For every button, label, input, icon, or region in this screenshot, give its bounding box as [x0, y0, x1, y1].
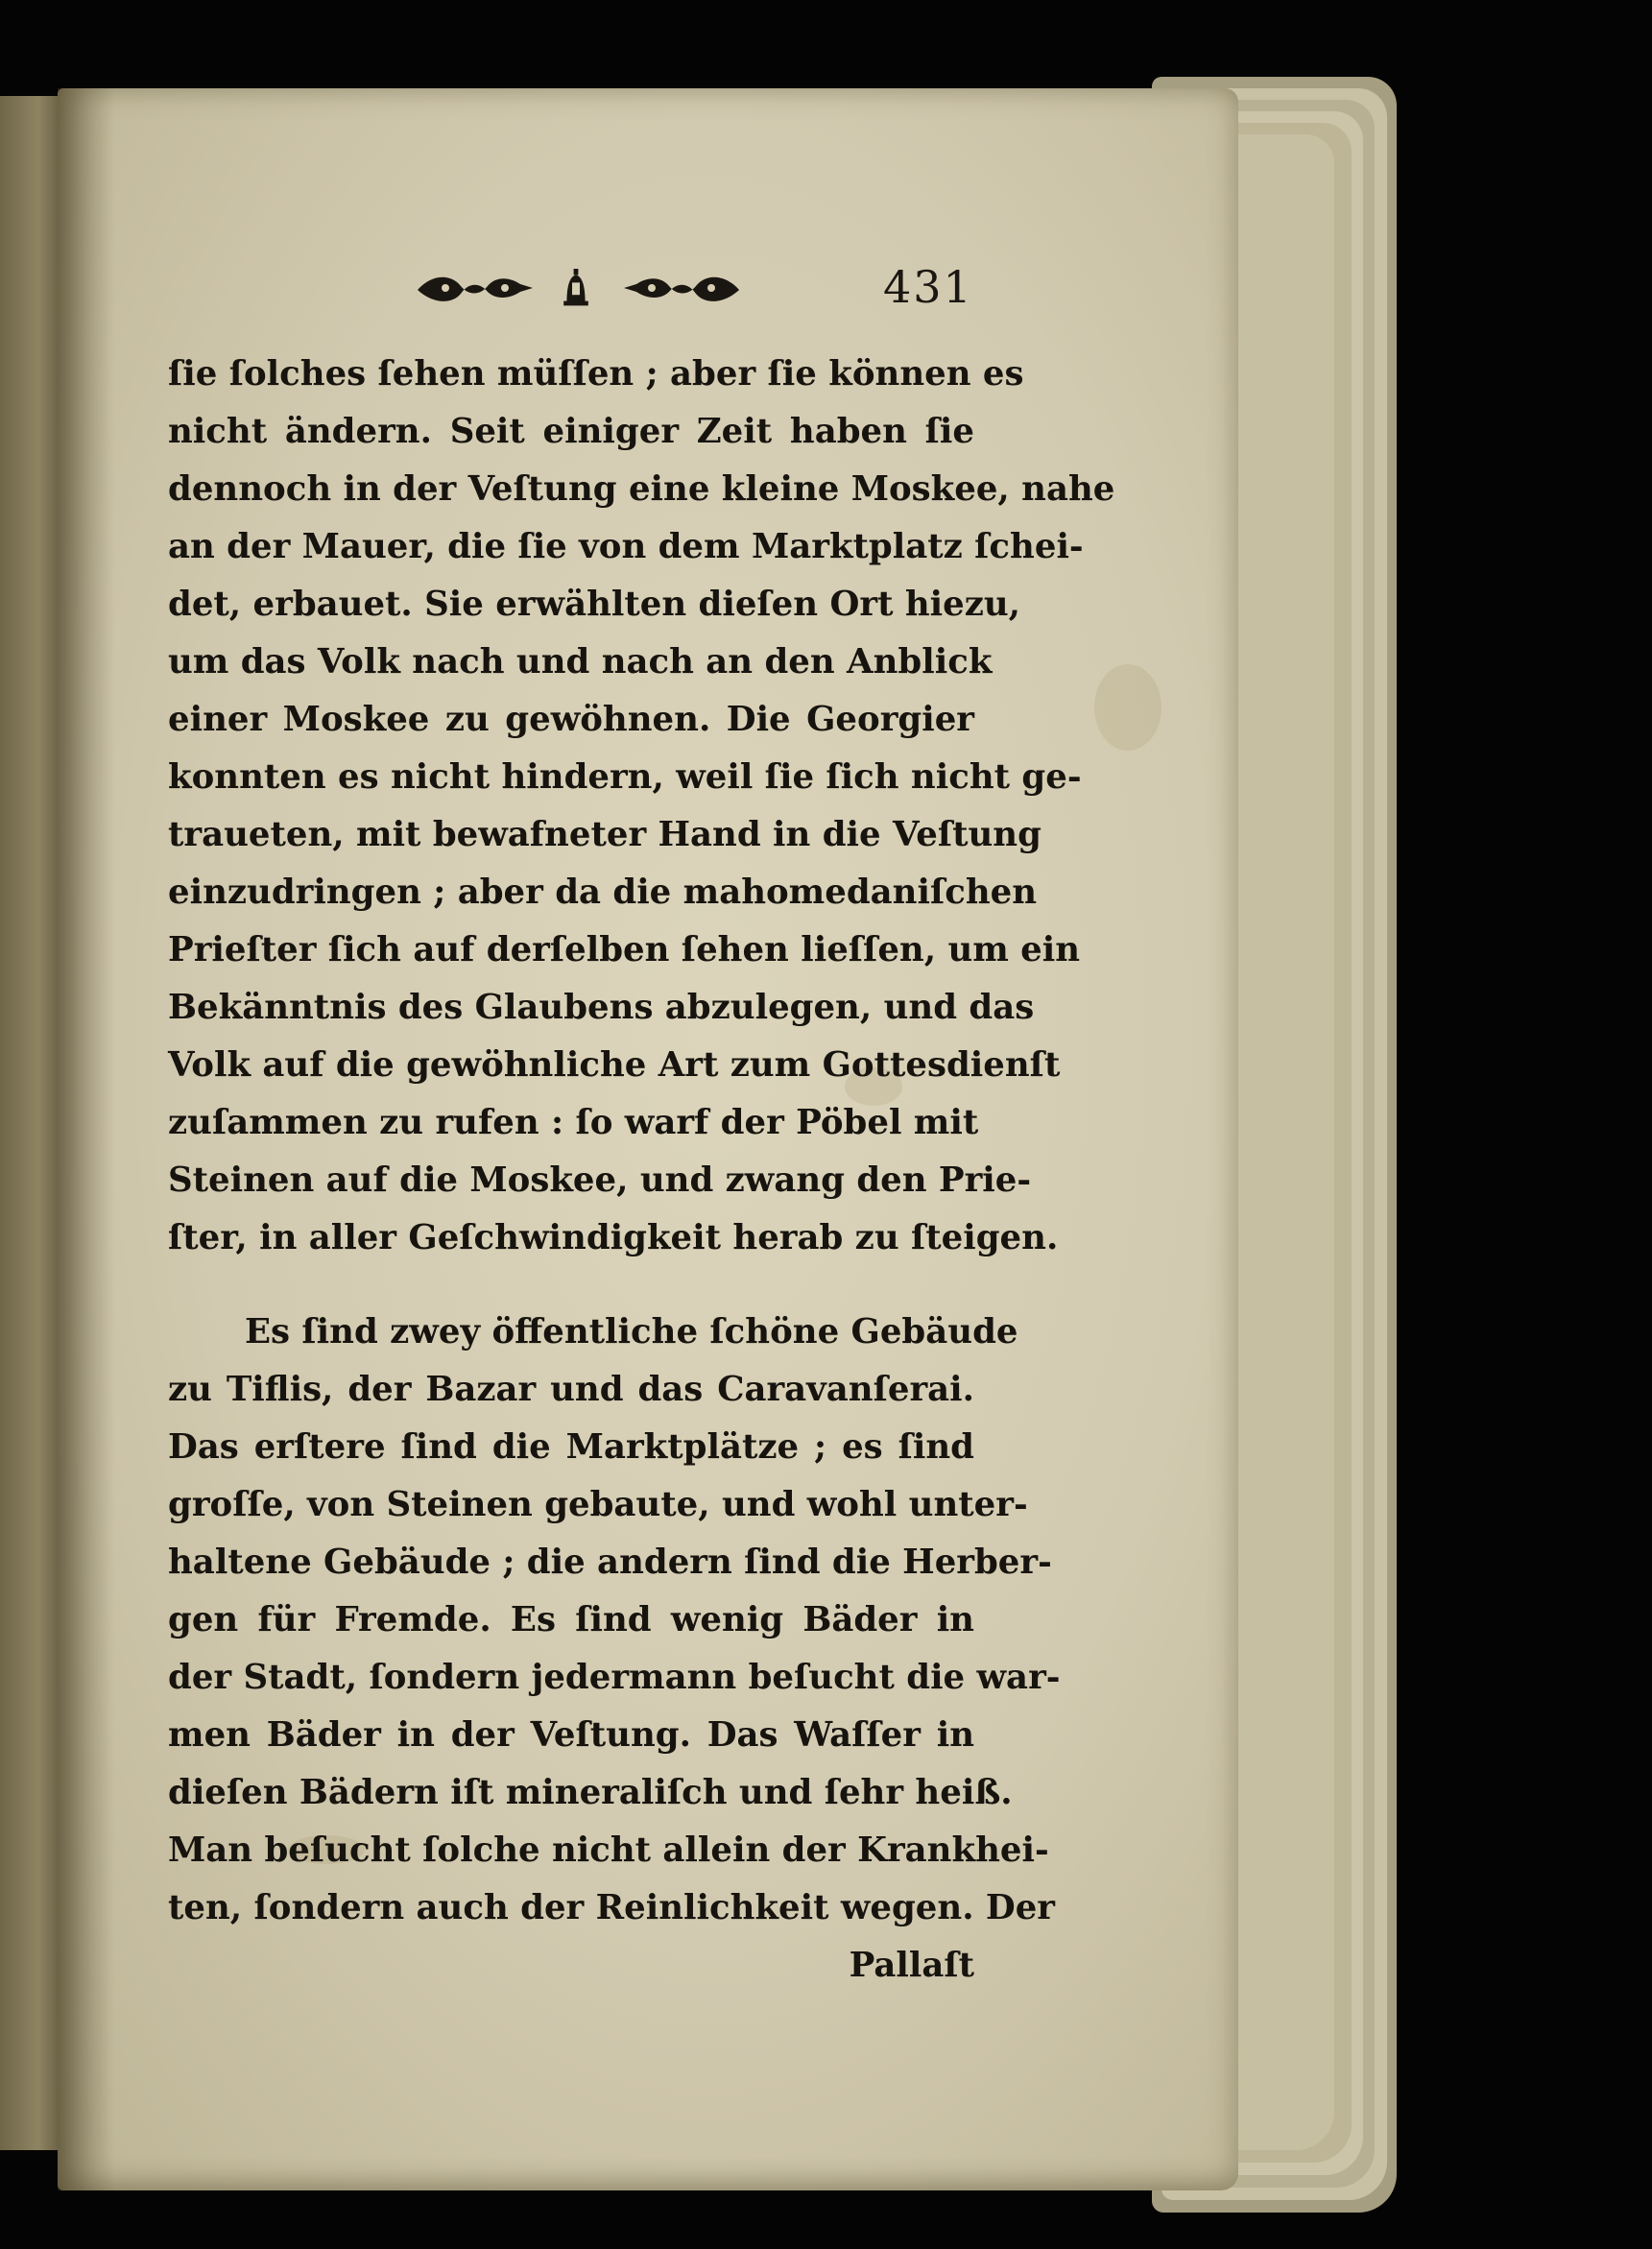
text-line: Man beſucht ſolche nicht allein der Krankhei- [168, 1830, 1049, 1870]
gutter-shadow [58, 88, 115, 2190]
bell-ornament-icon [557, 269, 595, 307]
fleuron-left-icon [413, 269, 538, 307]
text-line: Bekänntnis des Glaubens abzulegen, und das [168, 988, 1035, 1027]
text-line: dieſen Bädern iſt mineraliſch und ſehr heiß. [168, 1773, 1013, 1812]
text-line: einer Moskee zu gewöhnen. Die Georgier [168, 700, 974, 739]
page-header [413, 259, 989, 326]
text-line: der Stadt, ſondern jedermann beſucht die war- [168, 1658, 1061, 1697]
text-line: an der Mauer, die ſie von dem Marktplatz ſchei- [168, 527, 1084, 566]
text-line: einzudringen ; aber da die mahomedaniſchen [168, 873, 1038, 912]
text-line: Volk auf die gewöhnliche Art zum Gottesdienſt [168, 1045, 1061, 1085]
catchword: Pallaſt [849, 1946, 974, 1985]
text-line: ſie ſolches ſehen müſſen ; aber ſie können es [168, 354, 1024, 394]
text-line: Prieſter ſich auf derſelben ſehen lieſſen, um ein [168, 930, 1081, 969]
text-line: dennoch in der Veſtung eine kleine Moskee, nahe [168, 469, 1115, 509]
text-line: det, erbauet. Sie erwählten dieſen Ort hiezu, [168, 585, 1021, 624]
paper-stain [1094, 664, 1161, 751]
page-number: 431 [883, 261, 973, 313]
text-line: men Bäder in der Veſtung. Das Waſſer in [168, 1715, 974, 1755]
paragraph [168, 1304, 1061, 1937]
fleuron-right-icon [619, 269, 744, 307]
text-line: Das erſtere ſind die Marktplätze ; es ſind [168, 1427, 974, 1467]
text-line: gen für Fremde. Es ſind wenig Bäder in [168, 1600, 974, 1639]
text-line: zuſammen zu rufen : ſo warf der Pöbel mit [168, 1103, 979, 1142]
text-line: um das Volk nach und nach an den Anblick [168, 642, 993, 682]
text-line: nicht ändern. Seit einiger Zeit haben ſie [168, 412, 974, 451]
text-line: konnten es nicht hindern, weil ſie ſich nicht ge- [168, 757, 1082, 797]
text-line: groſſe, von Steinen gebaute, und wohl unter- [168, 1485, 1028, 1524]
text-line: ten, ſondern auch der Reinlichkeit wegen. Der [168, 1888, 1055, 1927]
text-line: Steinen auf die Moskee, und zwang den Prie- [168, 1160, 1032, 1200]
text-line: Es ſind zwey öffentliche ſchöne Gebäude [245, 1312, 1018, 1352]
text-line: traueten, mit bewafneter Hand in die Veſtung [168, 815, 1041, 854]
text-line: zu Tiflis, der Bazar und das Caravanſerai. [168, 1370, 974, 1409]
body-text [168, 346, 1115, 1995]
text-line: ſter, in aller Geſchwindigkeit herab zu ſteigen. [168, 1218, 1059, 1257]
text-line: haltene Gebäude ; die andern ſind die Herber- [168, 1543, 1052, 1582]
paragraph [168, 346, 1115, 1267]
